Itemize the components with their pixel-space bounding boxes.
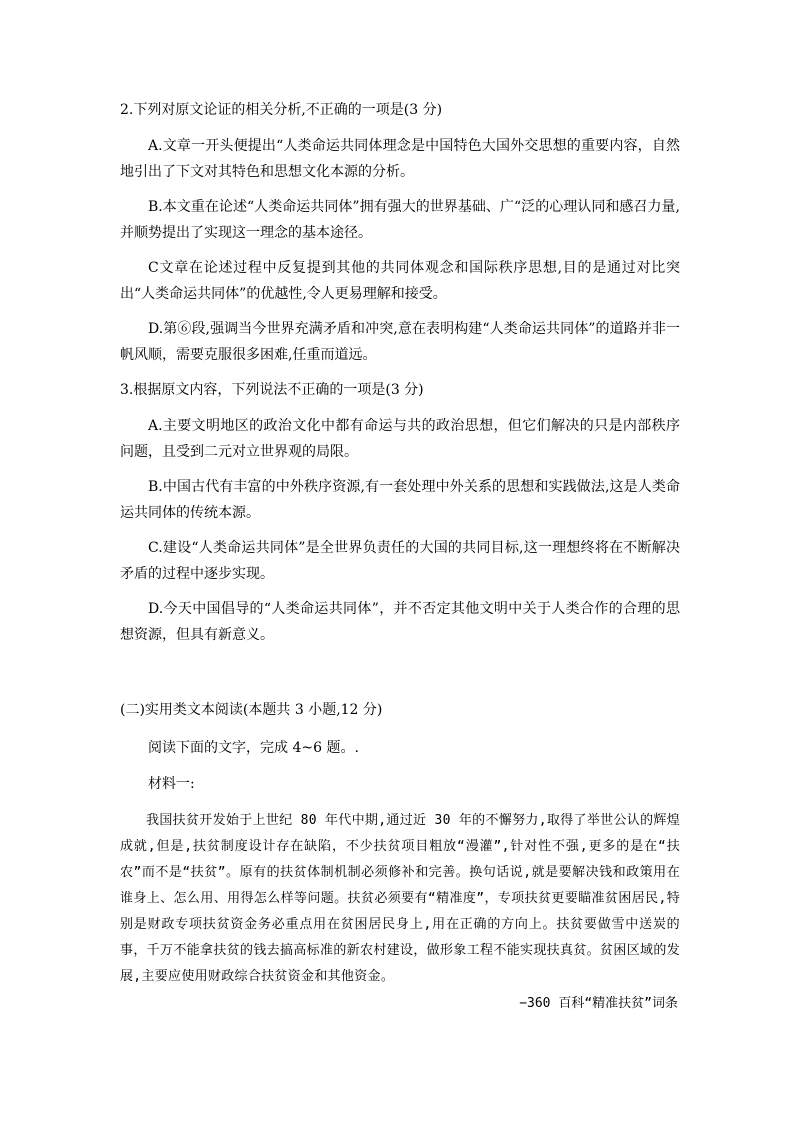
question-3-option-a: A.主要文明地区的政治文化中都有命运与共的政治思想，但它们解决的只是内部秩序问题，且受到二元对立世界观的局限。 xyxy=(120,418,680,460)
section-2-title: (二)实用类文本阅读(本题共 3 小题,12 分) xyxy=(120,702,383,718)
material-source: −360 百科“精准扶贫”词条 xyxy=(519,996,678,1011)
material-label: 材料一: xyxy=(148,776,195,792)
question-3-option-b: B.中国古代有丰富的中外秩序资源,有一套处理中外关系的思想和实践做法,这是人类命运共同体的传统本源。 xyxy=(120,479,680,521)
question-2-option-b: B.本文重在论述“人类命运共同体”拥有强大的世界基础、广“泛的心理认同和感召力量,并顺势提出了实现这一理念的基本途径。 xyxy=(120,199,680,241)
question-3-option-d: D.今天中国倡导的“人类命运共同体”，并不否定其他文明中关于人类合作的合理的思想资源，但具有新意义。 xyxy=(120,601,680,643)
question-2-title: 2.下列对原文论证的相关分析,不正确的一项是(3 分) xyxy=(120,102,443,118)
material-text: 我国扶贫开发始于上世纪 80 年代中期,通过近 30 年的不懈努力,取得了举世公认的辉煌成就,但是,扶贫制度设计存在缺陷，不少扶贫项目粗放“漫灌”,针对性不强,更多的是在“扶农”而不是“扶贫”。原有的扶贫体制机制必须修补和完善。换句话说,就是要解决钱和政策用在谁身上、怎么用、用得怎么样等问题。扶贫必须要有“精准度”，专项扶贫更要瞄准贫困居民,特别是财政专项扶贫资金务必重点用在贫困居民身上,用在正确的方向上。扶贫要做雪中送炭的事，千万不能拿扶贫的钱去搞高标准的新农村建设，做形象工程不能实现扶真贫。贫困区域的发展,主要应使用财政综合扶贫资金和其他资金。 xyxy=(120,813,680,984)
question-2-option-a: A.文章一开头便提出“人类命运共同体理念是中国特色大国外交思想的重要内容，自然地引出了下文对其特色和思想文化本源的分析。 xyxy=(120,138,680,180)
question-2-option-d: D.第⑥段,强调当今世界充满矛盾和冲突,意在表明构建“人类命运共同体”的道路并非一帆风顺，需要克服很多困难,任重而道远。 xyxy=(120,321,680,363)
question-3-title: 3.根据原文内容，下列说法不正确的一项是(3 分) xyxy=(120,382,424,398)
reading-instruction: 阅读下面的文字，完成 4~6 题。. xyxy=(148,740,359,756)
question-3-option-c: C.建设“人类命运共同体”是全世界负责任的大国的共同目标,这一理想终将在不断解决矛盾的过程中逐步实现。 xyxy=(120,540,680,582)
question-2-option-c: C文章在论述过程中反复提到其他的共同体观念和国际秩序思想,目的是通过对比突出“人类命运共同体”的优越性,令人更易理解和接受。 xyxy=(120,260,680,302)
